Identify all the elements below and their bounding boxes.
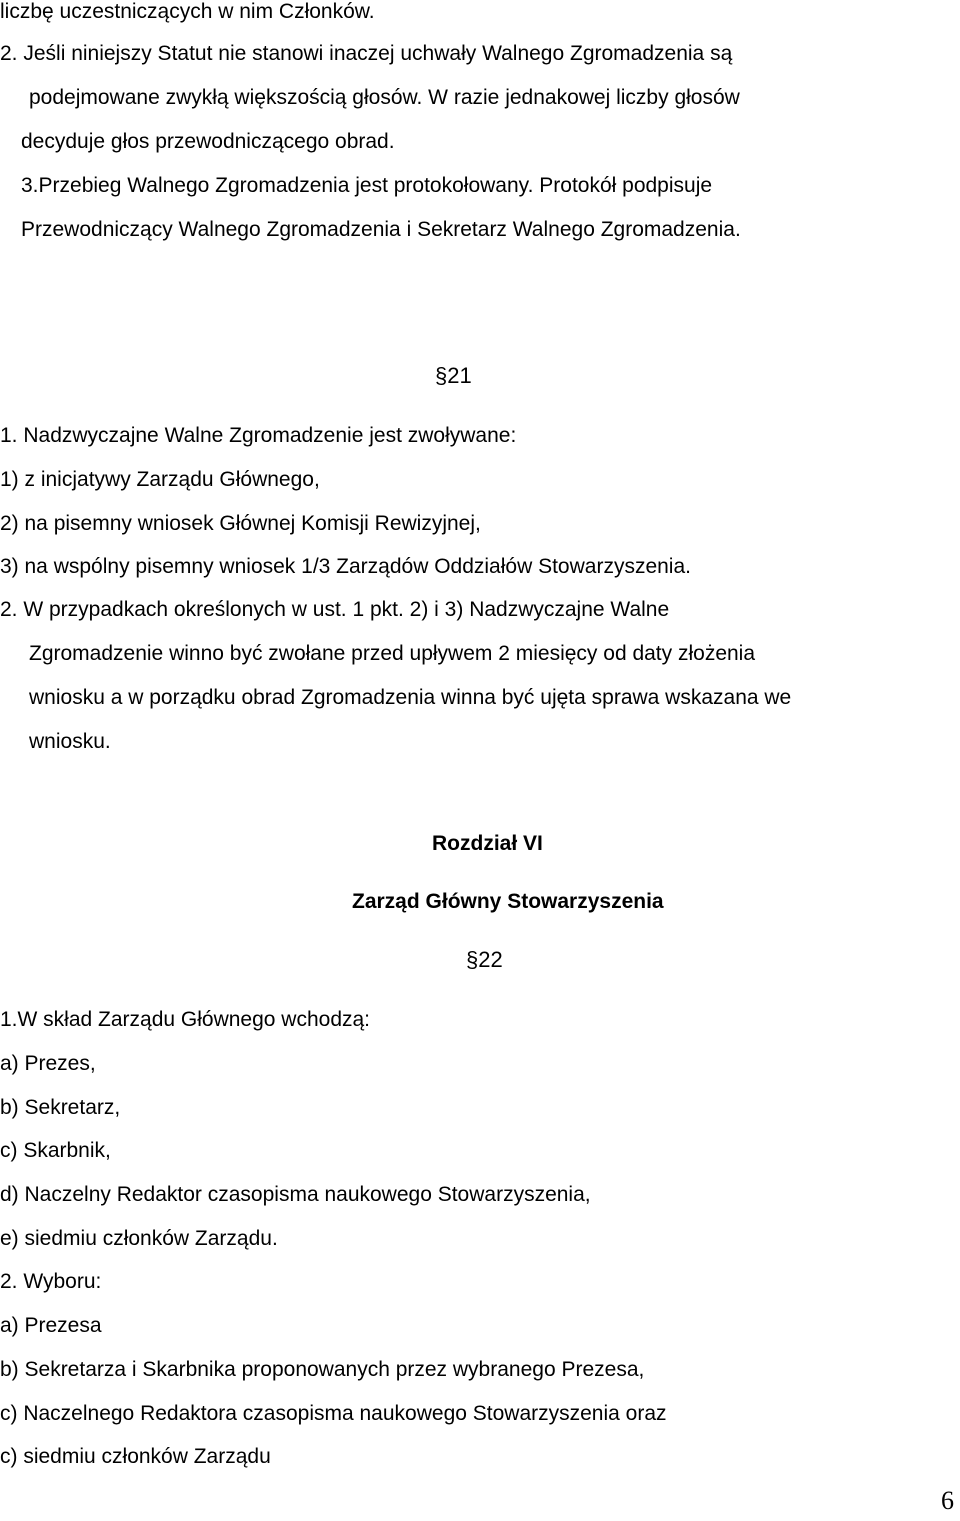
section-22-point-2: 2. Wyboru: <box>0 1270 102 1293</box>
item-2-line-2: podejmowane zwykłą większością głosów. W razie jednakowej liczby głosów <box>29 86 740 109</box>
section-21-heading <box>435 364 472 388</box>
item-2-line-1: 2. Jeśli niniejszy Statut nie stanowi inaczej uchwały Walnego Zgromadzenia są <box>0 42 733 65</box>
section-22-item-b: b) Sekretarz, <box>0 1096 121 1119</box>
page-number: 6 <box>941 1486 954 1515</box>
section-22-heading <box>466 948 503 972</box>
section-sign-icon: § <box>466 947 479 972</box>
section-22-point-1: 1.W skład Zarządu Głównego wchodzą: <box>0 1008 371 1031</box>
section-21-point-1: 1. Nadzwyczajne Walne Zgromadzenie jest zwoływane: <box>0 424 517 447</box>
section-21-point-2-line-2: Zgromadzenie winno być zwołane przed upływem 2 miesięcy od daty złożenia <box>29 642 756 665</box>
section-22-point-2-item-c: c) Naczelnego Redaktora czasopisma naukowego Stowarzyszenia oraz <box>0 1402 667 1425</box>
section-21-point-1-1: 1) z inicjatywy Zarządu Głównego, <box>0 468 320 491</box>
section-21-point-2-line-4: wniosku. <box>29 730 111 753</box>
section-22-point-2-item-a: a) Prezesa <box>0 1314 102 1337</box>
section-21-point-1-2: 2) na pisemny wniosek Głównej Komisji Rewizyjnej, <box>0 512 481 535</box>
paragraph-continuation: liczbę uczestniczących w nim Członków. <box>0 0 375 23</box>
chapter-subtitle: Zarząd Główny Stowarzyszenia <box>352 890 664 913</box>
section-21-number: 21 <box>447 363 472 388</box>
section-21-point-2-line-3: wniosku a w porządku obrad Zgromadzenia winna być ujęta sprawa wskazana we <box>29 686 792 709</box>
section-22-item-d: d) Naczelny Redaktor czasopisma naukowego Stowarzyszenia, <box>0 1183 591 1206</box>
section-22-point-2-item-b: b) Sekretarza i Skarbnika proponowanych przez wybranego Prezesa, <box>0 1358 645 1381</box>
chapter-title: Rozdział VI <box>432 832 543 855</box>
section-21-point-2-line-1: 2. W przypadkach określonych w ust. 1 pkt. 2) i 3) Nadzwyczajne Walne <box>0 598 670 621</box>
section-22-point-2-item-c2: c) siedmiu członków Zarządu <box>0 1445 271 1468</box>
section-sign-icon: § <box>435 363 448 388</box>
section-21-point-1-3: 3) na wspólny pisemny wniosek 1/3 Zarządów Oddziałów Stowarzyszenia. <box>0 555 691 578</box>
section-22-number: 22 <box>478 947 503 972</box>
item-3-line-2: Przewodniczący Walnego Zgromadzenia i Sekretarz Walnego Zgromadzenia. <box>21 218 741 241</box>
section-22-item-a: a) Prezes, <box>0 1052 96 1075</box>
item-2-line-3: decyduje głos przewodniczącego obrad. <box>21 130 395 153</box>
section-22-item-c: c) Skarbnik, <box>0 1139 111 1162</box>
section-22-item-e: e) siedmiu członków Zarządu. <box>0 1227 278 1250</box>
item-3-line-1: 3.Przebieg Walnego Zgromadzenia jest protokołowany. Protokół podpisuje <box>21 174 713 197</box>
